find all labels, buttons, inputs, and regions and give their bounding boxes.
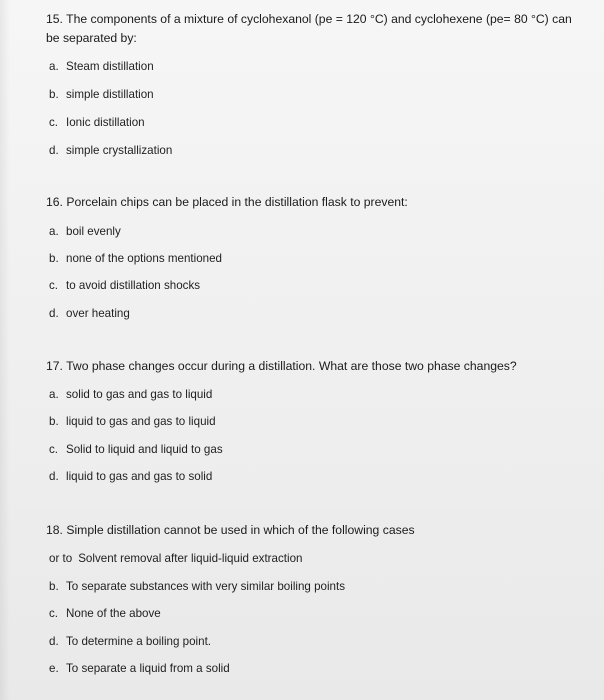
question-17-option-a[interactable] — [49, 388, 212, 402]
option-letter: b. — [49, 580, 59, 593]
option-text: liquid to gas and gas to liquid — [66, 415, 216, 428]
question-18-prompt: Simple distillation cannot be used in which of the following cases — [66, 523, 415, 537]
option-letter: b. — [49, 88, 59, 101]
option-letter: a. — [49, 60, 59, 73]
option-text: Solid to liquid and liquid to gas — [66, 443, 223, 456]
option-text: none of the options mentioned — [66, 252, 222, 265]
question-18-option-e[interactable] — [49, 662, 230, 676]
question-18-option-a[interactable] — [49, 552, 302, 566]
option-text: over heating — [66, 307, 130, 320]
option-text: Ionic distillation — [66, 116, 145, 129]
question-17-option-b[interactable] — [49, 415, 216, 429]
option-text: liquid to gas and gas to solid — [66, 470, 213, 483]
question-15-text — [46, 10, 586, 48]
question-17-option-c[interactable] — [49, 443, 223, 457]
option-text: solid to gas and gas to liquid — [66, 388, 213, 401]
option-text: To separate a liquid from a solid — [66, 662, 230, 675]
option-letter: c. — [49, 279, 59, 292]
option-text: boil evenly — [66, 225, 121, 238]
option-letter: d. — [49, 635, 59, 648]
option-letter: d. — [49, 307, 59, 320]
option-text: To determine a boiling point. — [66, 635, 212, 648]
option-text: To separate substances with very similar boiling points — [66, 580, 346, 593]
question-15-number: 15. — [46, 12, 63, 26]
question-17-text — [46, 357, 586, 376]
page-edge-shadow — [0, 0, 10, 700]
question-18-option-d[interactable] — [49, 635, 211, 649]
option-text: None of the above — [66, 607, 161, 620]
option-letter: c. — [49, 607, 59, 620]
option-letter: b. — [49, 415, 59, 428]
option-letter: b. — [49, 252, 59, 265]
option-letter: d. — [49, 470, 59, 483]
option-letter: or to — [49, 552, 73, 565]
option-letter: e. — [49, 662, 59, 675]
option-text: simple crystallization — [66, 144, 173, 157]
question-15-option-b[interactable] — [49, 88, 154, 102]
question-17-number: 17. — [46, 359, 63, 373]
option-text: Solvent removal after liquid-liquid extraction — [78, 552, 303, 565]
question-16-number: 16. — [46, 195, 63, 209]
option-letter: a. — [49, 388, 59, 401]
question-17-prompt: Two phase changes occur during a distillation. What are those two phase changes? — [66, 359, 517, 373]
question-15-option-c[interactable] — [49, 116, 145, 130]
option-text: simple distillation — [66, 88, 154, 101]
option-letter: c. — [49, 116, 59, 129]
option-letter: a. — [49, 225, 59, 238]
question-16-prompt: Porcelain chips can be placed in the distillation flask to prevent: — [66, 195, 408, 209]
option-letter: d. — [49, 144, 59, 157]
question-18-number: 18. — [46, 523, 63, 537]
question-18-option-b[interactable] — [49, 580, 345, 594]
question-15-prompt: The components of a mixture of cyclohexanol (pe = 120 °C) and cyclohexene (pe= 80 °C) can be separated by: — [46, 12, 572, 45]
question-16-option-d[interactable] — [49, 307, 130, 321]
option-text: Steam distillation — [66, 60, 154, 73]
question-16-option-b[interactable] — [49, 252, 222, 266]
option-text: to avoid distillation shocks — [66, 279, 201, 292]
question-16-option-c[interactable] — [49, 279, 200, 293]
question-16-text — [46, 193, 586, 212]
option-letter: c. — [49, 443, 59, 456]
question-17-option-d[interactable] — [49, 470, 212, 484]
question-15-option-d[interactable] — [49, 144, 172, 158]
question-15-option-a[interactable] — [49, 60, 154, 74]
question-18-option-c[interactable] — [49, 607, 161, 621]
question-16-option-a[interactable] — [49, 225, 121, 239]
question-18-text — [46, 521, 586, 540]
